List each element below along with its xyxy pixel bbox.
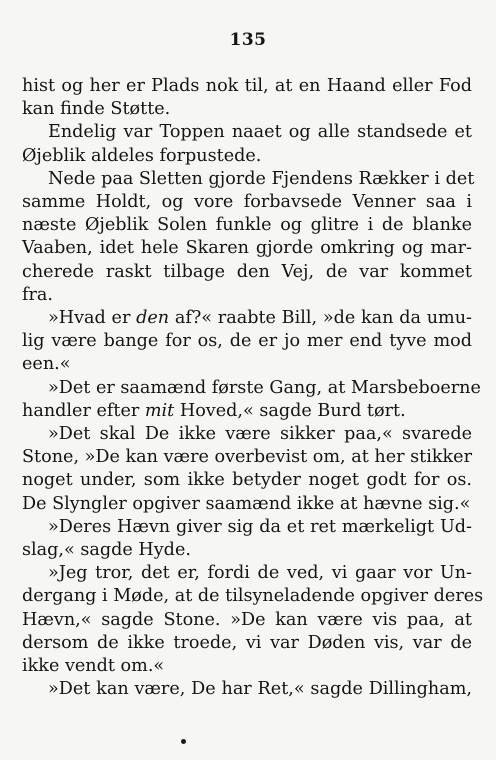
- text-line: dergang i Møde, at de tilsyneladende opgiver deres: [22, 586, 484, 607]
- text-line: »Det er saamænd første Gang, at Marsbeboerne: [48, 377, 481, 398]
- text-segment: handler efter: [22, 400, 145, 421]
- body-text: [22, 75, 484, 701]
- text-line: hist og her er Plads nok til, at en Haand eller Fod: [22, 76, 472, 96]
- text-segment: Hoved,« sagde Burd tørt.: [174, 400, 406, 421]
- text-line: næste Øjeblik Solen funkle og glitre i de blanke: [22, 215, 472, 236]
- text-segment: »Hvad er: [48, 308, 137, 329]
- text-line: »Det skal De ikke være sikker paa,« svarede: [48, 424, 472, 445]
- text-line: Vaaben, idet hele Skaren gjorde omkring og mar-: [22, 238, 472, 259]
- text-line: noget under, som ikke betyder noget godt for os.: [22, 470, 472, 491]
- text-line: »Det kan være, De har Ret,« sagde Dillingham,: [48, 679, 472, 700]
- text-line: [22, 307, 472, 330]
- italic-word: mit: [144, 400, 175, 421]
- page-number: 135: [229, 30, 267, 50]
- text-line: slag,« sagde Hyde.: [22, 540, 191, 561]
- italic-word: den: [136, 308, 170, 329]
- text-line: »Jeg tror, det er, fordi de ved, vi gaar vor Un-: [48, 563, 472, 584]
- print-speck: [181, 739, 186, 744]
- text-line: Nede paa Sletten gjorde Fjendens Rækker i det: [48, 168, 475, 189]
- text-line: cherede raskt tilbage den Vej, de var kommet: [22, 261, 472, 282]
- text-line: »Deres Hævn giver sig da et ret mærkeligt Ud-: [48, 516, 472, 537]
- text-line: [22, 400, 472, 423]
- text-line: kan finde Støtte.: [22, 99, 171, 120]
- text-line: Endelig var Toppen naaet og alle standsede et: [48, 122, 472, 143]
- text-line: dersom de ikke troede, vi var Døden vis, var de: [22, 632, 472, 653]
- text-line: De Slyngler opgiver saamænd ikke at hævne sig.«: [22, 493, 471, 514]
- text-line: een.«: [22, 354, 71, 375]
- text-line: samme Holdt, og vore forbavsede Venner saa i: [22, 192, 472, 213]
- text-line: fra.: [22, 284, 54, 305]
- text-line: Øjeblik aldeles forpustede.: [22, 145, 262, 166]
- text-line: lig være bange for os, de er jo mer end tyve mod: [22, 331, 472, 352]
- text-line: ikke vendt om.«: [22, 656, 165, 677]
- text-segment: af?« raabte Bill, »de kan da umu-: [169, 308, 473, 329]
- text-line: Stone, »De kan være overbevist om, at her stikker: [22, 447, 472, 468]
- text-line: Hævn,« sagde Stone. »De kan være vis paa, at: [22, 609, 472, 630]
